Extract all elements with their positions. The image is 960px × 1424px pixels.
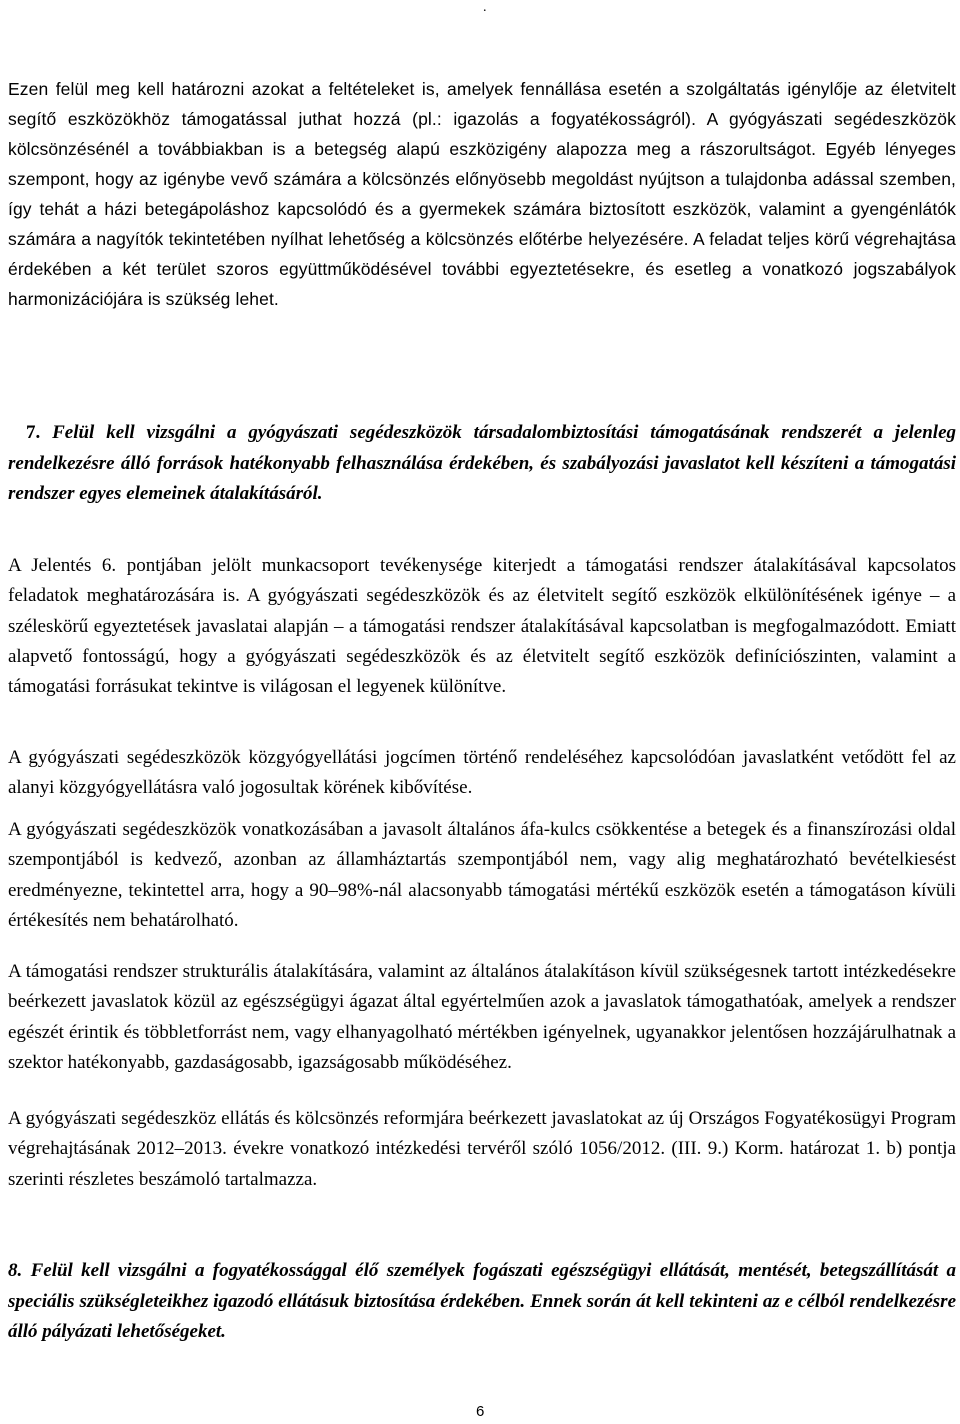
header-mark: .	[483, 0, 487, 15]
page-number: 6	[476, 1403, 485, 1420]
section-7-text: Felül kell vizsgálni a gyógyászati segédeszközök társadalombiztosítási támogatásának rendszerét a jelenleg rendelkezésre álló források hatékonyabb felhasználása érdekében, és szabályozási javaslatot kell készíteni a támogatási rendszer egyes elemeinek átalakításáról.	[8, 422, 957, 505]
heading-section-7	[8, 418, 956, 510]
paragraph-afa-kulcs: A gyógyászati segédeszközök vonatkozásában a javasolt általános áfa-kulcs csökkentése a betegek és a finanszírozási oldal szempontjából is kedvező, azonban az államháztartás szempontjából nem, vagy alig meghatározható bevételkiesést eredményezne, tekintettel arra, hogy a 90–98%-nál alacsonyabb támogatási mértékű eszközök esetén a támogatáson kívüli értékesítés nem behatárolható.	[8, 819, 956, 931]
paragraph-kolcsonzes: Ezen felül meg kell határozni azokat a feltételeket is, amelyek fennállása esetén a szolgáltatás igénylője az életvitelt segítő eszközökhöz támogatással juthat hozzá (pl.: igazolás a fogyatékosságról). A gyógyászati segédeszközök kölcsönzésénél a továbbiakban is a betegség alapú eszközigény alapozza meg a rászorultságot. Egyéb lényeges szempont, hogy az igénybe vevő számára a kölcsönzés előnyösebb megoldást nyújtson a tulajdonba adással szemben, így tehát a házi betegápoláshoz kapcsolódó és a gyermekek számára biztosított eszközök, valamint a gyengénlátók számára a nagyítók tekintetében nyílhat lehetőség a kölcsönzés előtérbe helyezésére. A feladat teljes körű végrehajtása érdekében a két terület szoros együttműködésével további egyeztetésekre, és esetleg a vonatkozó jogszabályok harmonizációjára is szükség lehet.	[8, 79, 956, 309]
section-7-number: 7.	[26, 422, 41, 443]
paragraph-strukturalis: A támogatási rendszer strukturális átalakítására, valamint az általános átalakításon kívül szükségesnek tartott intézkedésekre beérkezett javaslatok közül az egészségügyi ágazat által egyértelműen azok a javaslatok támogathatóak, amelyek a rendszer egészét érintik és többletforrást nem, vagy elhanyagolható mértékben igényelnek, ugyanakkor jelentősen hozzájárulhatnak a szektor hatékonyabb, gazdaságosabb, igazságosabb működéséhez.	[8, 961, 956, 1073]
paragraph-kozgyogyellatas: A gyógyászati segédeszközök közgyógyellátási jogcímen történő rendeléséhez kapcsolódóan javaslatként vetődött fel az alanyi közgyógyellátásra való jogosultak körének kibővítése.	[8, 747, 956, 799]
heading-section-8: 8. Felül kell vizsgálni a fogyatékossággal élő személyek fogászati egészségügyi ellátását, mentését, betegszállítását a speciális szükségleteikhez igazodó ellátásuk biztosítása érdekében. Ennek során át kell tekinteni az e célból rendelkezésre álló pályázati lehetőségeket.	[8, 1260, 956, 1343]
paragraph-jelentes: A Jelentés 6. pontjában jelölt munkacsoport tevékenysége kiterjedt a támogatási rendszer átalakításával kapcsolatos feladatok meghatározására is. A gyógyászati segédeszközök és az életvitelt segítő eszközök elkülönítésének igénye – a széleskörű egyeztetések javaslatai alapján – a támogatási rendszer átalakításával kapcsolatban is megfogalmazódott. Emiatt alapvető fontosságú, hogy a gyógyászati segédeszközök és az életvitelt segítő eszközök definíciószinten, valamint a támogatási forrásukat tekintve is világosan el legyenek különítve.	[8, 555, 956, 698]
paragraph-reform: A gyógyászati segédeszköz ellátás és kölcsönzés reformjára beérkezett javaslatokat az új Országos Fogyatékosügyi Program végrehajtásának 2012–2013. évekre vonatkozó intézkedési tervéről szóló 1056/2012. (III. 9.) Korm. határozat 1. b) pontja szerinti részletes beszámoló tartalmazza.	[8, 1108, 956, 1190]
